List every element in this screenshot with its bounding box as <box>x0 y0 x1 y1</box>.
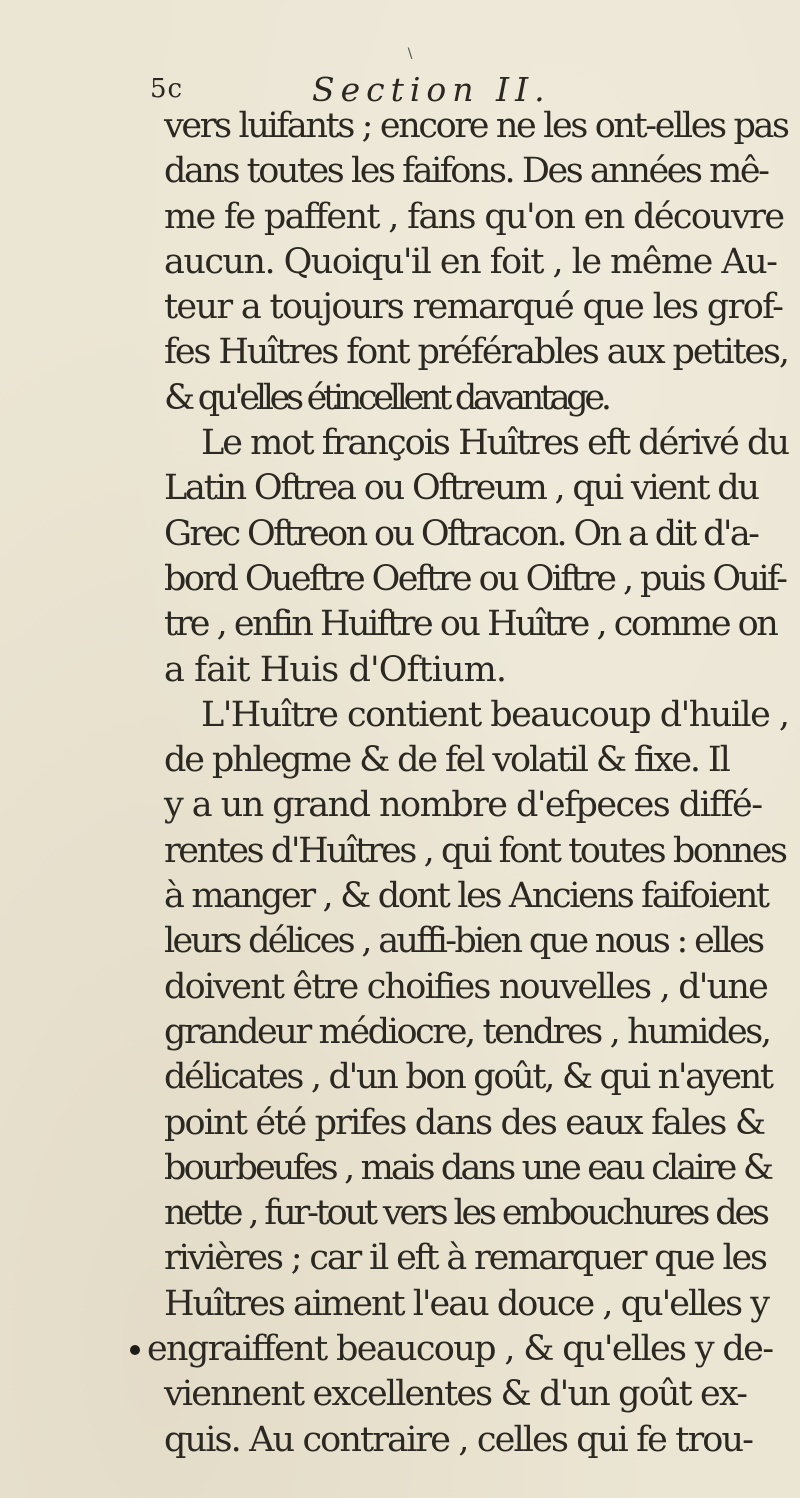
text-line <box>0 648 800 693</box>
ink-speck: ∖ <box>405 46 414 62</box>
text-line <box>0 602 800 647</box>
line-text: doivent être choifies nouvelles , d'une <box>164 966 767 1007</box>
text-line <box>0 376 800 421</box>
line-text: viennent excellentes & d'un goût ex- <box>164 1374 747 1415</box>
text-line <box>0 874 800 919</box>
line-text: Grec Oftreon ou Oftracon. On a dit d'a- <box>164 513 758 554</box>
text-line <box>0 240 800 285</box>
text-line <box>0 919 800 964</box>
text-line <box>0 1236 800 1281</box>
line-text: y a un grand nombre d'efpeces diffé- <box>164 785 762 826</box>
text-line <box>0 1055 800 1100</box>
body-text <box>0 104 800 1463</box>
line-text: L'Huître contient beaucoup d'huile , <box>201 694 789 735</box>
text-line <box>0 1191 800 1236</box>
text-line <box>0 149 800 194</box>
margin-bullet-icon <box>130 1345 140 1355</box>
line-text: Le mot françois Huîtres eft dérivé du <box>201 423 789 464</box>
line-text: dans toutes les faifons. Des années mê- <box>164 151 768 192</box>
text-line <box>0 693 800 738</box>
text-line <box>0 1146 800 1191</box>
line-text: me fe paffent , fans qu'on en découvre <box>164 196 784 237</box>
line-text: grandeur médiocre, tendres , humides, <box>164 1011 770 1052</box>
text-line <box>0 1010 800 1055</box>
line-text: fes Huîtres font préférables aux petites, <box>164 332 788 373</box>
line-text: à manger , & dont les Anciens faifoient <box>164 876 768 917</box>
line-text: Latin Oftrea ou Oftreum , qui vient du <box>164 468 758 509</box>
line-text: bourbeufes , mais dans une eau claire & <box>164 1147 772 1188</box>
text-line <box>0 466 800 511</box>
line-text: quis. Au contraire , celles qui fe trou- <box>164 1419 753 1460</box>
text-line <box>0 330 800 375</box>
text-line <box>0 1418 800 1463</box>
line-text: engraiffent beaucoup , & qu'elles y de- <box>147 1329 773 1370</box>
text-line <box>0 965 800 1010</box>
line-text: vers luifants ; encore ne les ont-elles pas <box>164 106 788 146</box>
text-line <box>0 783 800 828</box>
line-text: rivières ; car il eft à remarquer que les <box>164 1238 766 1279</box>
text-line <box>0 738 800 783</box>
text-line <box>0 557 800 602</box>
running-head: Section II. <box>312 70 551 109</box>
line-text: de phlegme & de fel volatil & fixe. Il <box>164 740 729 781</box>
text-line <box>0 1282 800 1327</box>
text-line <box>0 1327 800 1372</box>
text-line <box>0 285 800 330</box>
line-text: Huîtres aiment l'eau douce , qu'elles y <box>164 1283 769 1324</box>
text-line <box>0 421 800 466</box>
text-line <box>0 1372 800 1417</box>
line-text: teur a toujours remarqué que les grof- <box>164 287 783 328</box>
line-text: point été prifes dans des eaux fales & <box>164 1102 765 1143</box>
line-text: tre , enfin Huiftre ou Huître , comme on <box>164 604 777 645</box>
text-line <box>0 1101 800 1146</box>
page-number: 5c <box>150 74 184 104</box>
text-line <box>0 195 800 240</box>
line-text: rentes d'Huîtres , qui font toutes bonnes <box>164 830 786 871</box>
line-text: & qu'elles étincellent davantage. <box>164 377 608 418</box>
line-text: aucun. Quoiqu'il en foit , le même Au- <box>164 241 777 282</box>
line-text: bord Oueftre Oeftre ou Oiftre , puis Ouif- <box>164 558 786 599</box>
line-text: a fait Huis d'Oftium. <box>164 649 507 690</box>
text-line <box>0 829 800 874</box>
line-text: leurs délices , auffi-bien que nous : elles <box>164 921 763 962</box>
text-line <box>0 512 800 557</box>
line-text: nette , fur-tout vers les embouchures des <box>164 1193 767 1234</box>
text-line <box>0 104 800 149</box>
line-text: délicates , d'un bon goût, & qui n'ayent <box>164 1057 772 1098</box>
